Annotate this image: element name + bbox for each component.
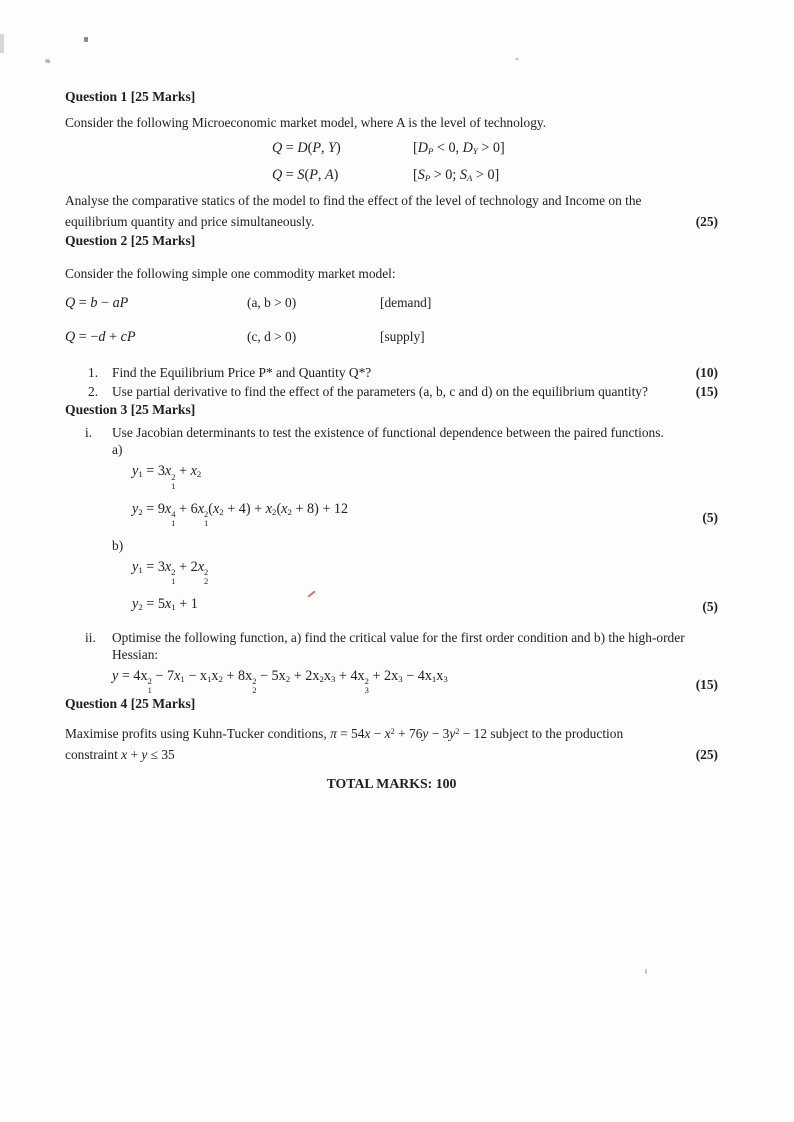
q4-task-text: Maximise profits using Kuhn-Tucker conditions, $\pi = 54x - x^2 + 76y - 3y^2 - 12$ subject to the production constraint x + y ≤ 35 [65,726,624,763]
q2-equation-row-demand [65,293,718,313]
q2-intro: Consider the following simple one commodity market model: [65,266,396,282]
q2-item-1-text: Find the Equilibrium Price P* and Quantity Q*? [112,365,372,381]
q4-heading: Question 4 [25 Marks] [65,696,196,712]
q2-supply-label: [supply] [380,329,425,345]
q3-part-ii-text: Optimise the following function, a) find the critical value for the first order condition and b) the high-order Hessian: [112,629,685,662]
q2-item-2-marks: (15) [695,383,718,399]
q3-part-ii-row [65,629,718,663]
q3-b-equation-2: $y_2 = 5x_1 + 1$ [132,595,198,612]
q1-equation-1-condition: [$D_P < 0$, $D_Y > 0$] [413,140,505,157]
q3-a-equation-2: $y_2 = 9x$ 4 1 + 6x 2 1 $(x_2 + 4) + x_2(x_2 + 8) + 12$ [132,500,349,528]
q1-equation-row [65,136,718,163]
q1-marks: (25) [695,214,718,230]
q2-supply-equation: Q = −d + cP [65,329,136,346]
q1-equation-row [65,163,718,190]
q2-demand-parameters: (a, b > 0) [247,295,297,311]
q3-b-equation-1: $y_1 = 3x$ 2 1 + 2x 2 2 [132,558,209,586]
q4-marks: (25) [695,747,718,763]
q3-heading: Question 3 [25 Marks] [65,402,196,418]
q3-part-i-number: i. [85,425,93,441]
q2-item-1-number: 1. [88,365,99,381]
q3-a-equation-1-row [65,461,718,490]
q2-supply-parameters: (c, d > 0) [247,329,297,345]
q1-heading: Question 1 [25 Marks] [65,89,196,104]
q2-task-list [65,364,718,401]
q2-equations [65,293,718,347]
document-content [65,0,718,793]
q3-a-equation-2-row [65,499,718,528]
q3-part-ii-number: ii. [85,629,96,645]
q1-task-row [65,190,718,232]
q3-sublabel-b: b) [112,537,124,553]
q2-demand-label: [demand] [380,295,432,311]
q1-task-text: Analyse the comparative statics of the model to find the effect of the level of technology and Income on the equilibrium quantity and price simultaneously. [65,193,642,230]
total-marks: TOTAL MARKS: 100 [326,776,457,792]
q1-equation-2: Q = S(P, A) [272,167,339,184]
q4-task-row [65,721,718,765]
scan-speck [645,969,647,974]
q1-equation-1: Q = D(P, Y) [272,140,341,156]
q2-item-2-number: 2. [88,383,99,399]
q2-item-2-text: Use partial derivative to find the effect of the parameters (a, b, c and d) on the equilibrium quantity? [112,383,648,399]
q3-sublabel-a: a) [112,442,123,458]
scan-edge-artifact [0,34,4,53]
q2-task-item-1 [65,364,718,383]
q3-a-equation-1: $y_1 = 3x$ 2 1 + $x_2$ [132,463,202,491]
q1-equation-2-condition: [$S_P > 0$; $S_A > 0$] [413,167,500,184]
scan-speck [45,59,50,63]
q2-equation-row-supply [65,327,718,347]
q3-ii-marks: (15) [695,677,718,693]
q3-b-marks: (5) [702,598,718,614]
q1-intro: Consider the following Microeconomic market model, where A is the level of technology. [65,115,547,130]
q2-task-item-2 [65,383,718,402]
q2-demand-equation: Q = b − aP [65,295,129,312]
q3-b-equation-2-row [65,594,718,617]
q3-part-i-text: Use Jacobian determinants to test the existence of functional dependence between the paired functions. [112,425,664,441]
q3-a-marks: (5) [702,509,718,525]
q3-part-i-row [65,424,718,441]
q3-b-equation-1-row [65,557,718,586]
q3-ii-equation: y = 4x 2 1 − $7x_1 - x_1x_2 + 8x$ 2 2 − $5x_2 + 2x_2x_3 + 4x$ 2 3 + $2x_3 - 4x_1x_3$ [112,667,448,696]
q1-equations [65,136,718,190]
q2-heading: Question 2 [25 Marks] [65,233,196,249]
q2-item-1-marks: (10) [695,365,718,381]
q3-ii-equation-row [65,666,718,695]
